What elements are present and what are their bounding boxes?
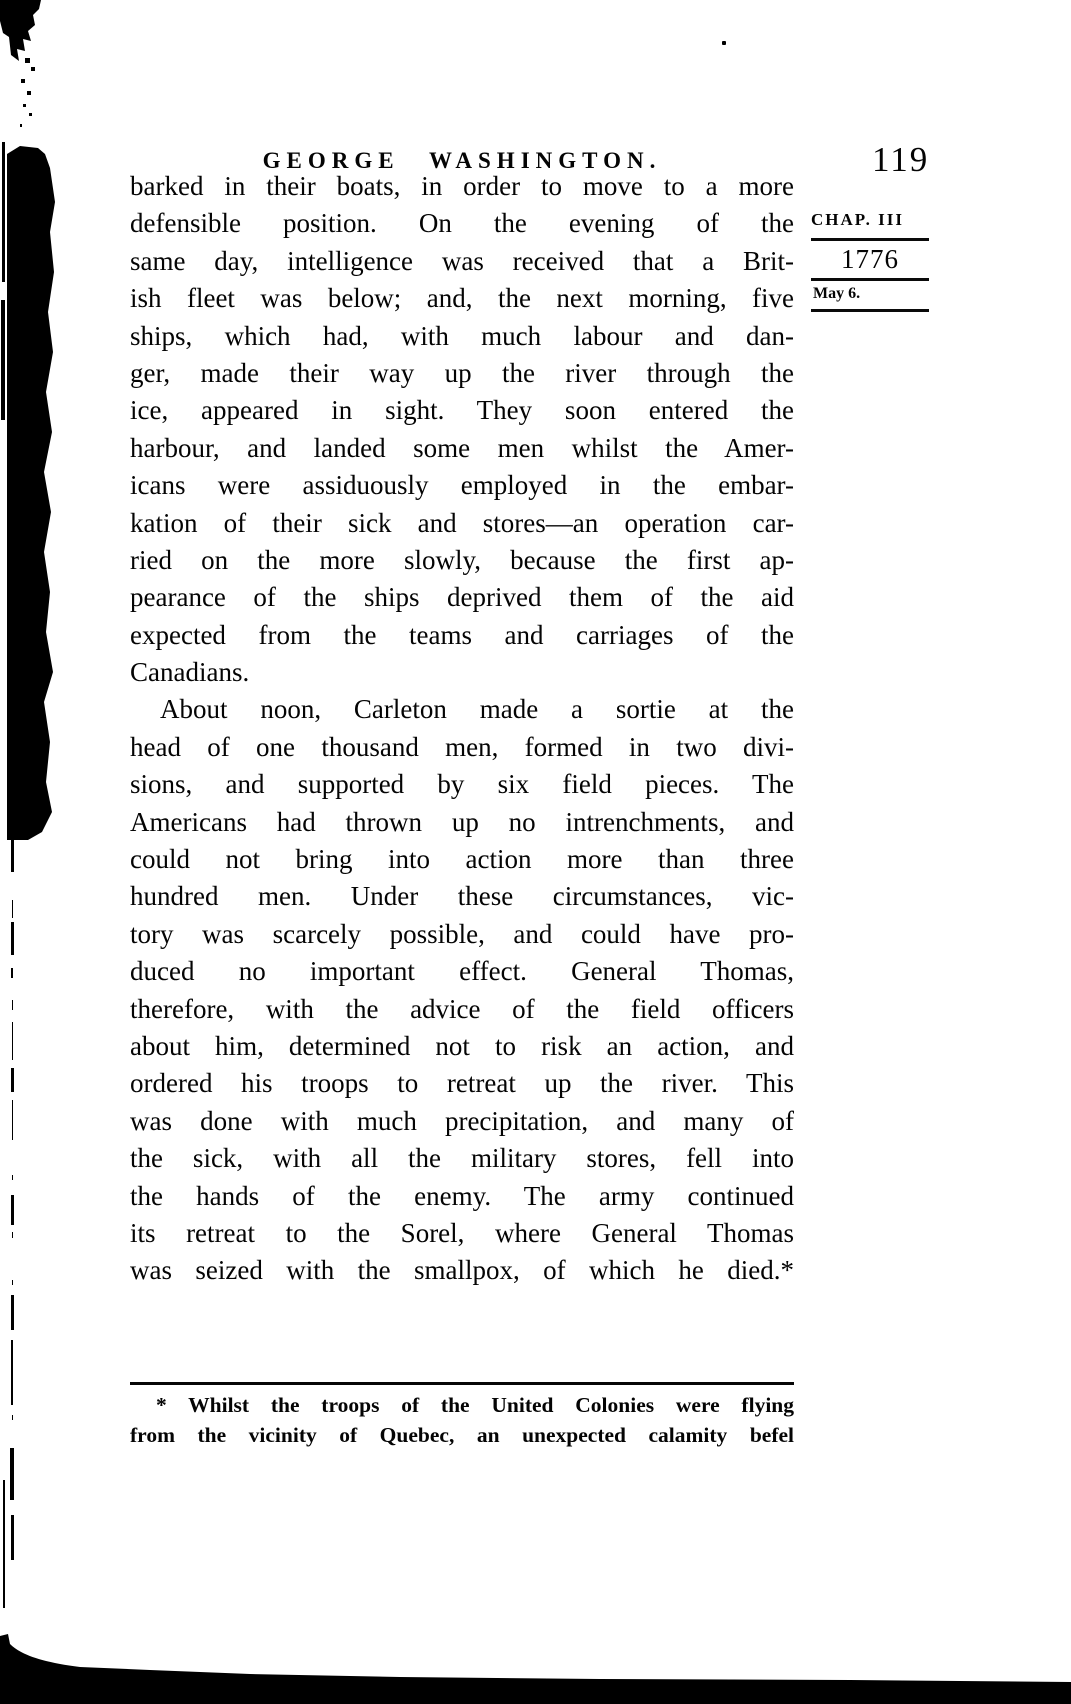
text-line: head of one thousand men, formed in two divi- [130,731,794,762]
text-line: pearance of the ships deprived them of the aid [130,582,794,613]
text-line: ordered his troops to retreat up the river. This [130,1068,794,1099]
text-line: ice, appeared in sight. They soon entered the [130,395,794,426]
ink-speck-icon [722,41,726,45]
text-line: ried on the more slowly, because the first ap- [130,544,794,575]
margin-rule [811,278,929,281]
text-line: its retreat to the Sorel, where General Thomas [130,1217,794,1248]
margin-rule [811,309,929,312]
margin-chapter-label: CHAP. III [811,210,904,229]
binding-shadow-left-dashes-icon [0,830,20,1620]
text-line: expected from the teams and carriages of the [130,619,794,650]
text-line: was done with much precipitation, and many of [130,1105,794,1136]
margin-year-label: 1776 [841,244,899,274]
body-text [130,168,794,1290]
footnote-text [130,1390,794,1450]
text-line: Americans had thrown up no intrenchments, and [130,806,794,837]
margin-date-label: May 6. [813,285,861,302]
text-line: barked in their boats, in order to move to a more [130,171,794,201]
text-line: hundred men. Under these circumstances, vic- [130,881,794,912]
margin-notes [811,210,929,312]
text-line: Canadians. [130,657,250,688]
text-line: the sick, with all the military stores, fell into [130,1143,794,1174]
margin-rule [811,238,929,241]
binding-shadow-bottom-icon [0,1622,1071,1704]
text-line: defensible position. On the evening of the [130,208,794,239]
text-line: ger, made their way up the river through the [130,357,794,388]
text-line: therefore, with the advice of the field officers [130,993,794,1024]
ink-smudge-top-left-icon [0,0,60,130]
text-line: ships, which had, with much labour and dan- [130,320,794,351]
text-line: kation of their sick and stores—an operation car- [130,507,794,538]
binding-shadow-left-bar-icon [0,140,70,850]
text-line: about him, determined not to risk an action, and [130,1030,794,1061]
text-line: icans were assiduously employed in the embar- [130,470,794,501]
text-line: tory was scarcely possible, and could have pro- [130,918,794,949]
footnote [130,1382,794,1450]
text-line: ish fleet was below; and, the next morning, five [130,283,794,314]
text-line: same day, intelligence was received that a Brit- [130,245,794,276]
footnote-line: * Whilst the troops of the United Colonies were flying [156,1393,794,1417]
footnote-line: from the vicinity of Quebec, an unexpected calamity befel [130,1423,794,1447]
text-line: sions, and supported by six field pieces. The [130,769,794,800]
text-line: was seized with the smallpox, of which he died.* [130,1255,794,1286]
footnote-separator-rule [130,1382,794,1385]
text-line: harbour, and landed some men whilst the Amer- [130,432,794,463]
text-line: the hands of the enemy. The army continued [130,1180,794,1211]
text-line: duced no important effect. General Thomas, [130,956,794,987]
text-line: About noon, Carleton made a sortie at the [160,694,794,725]
running-title: GEORGE WASHINGTON. [262,148,662,173]
page-number: 119 [872,140,930,179]
text-line: could not bring into action more than three [130,844,794,875]
